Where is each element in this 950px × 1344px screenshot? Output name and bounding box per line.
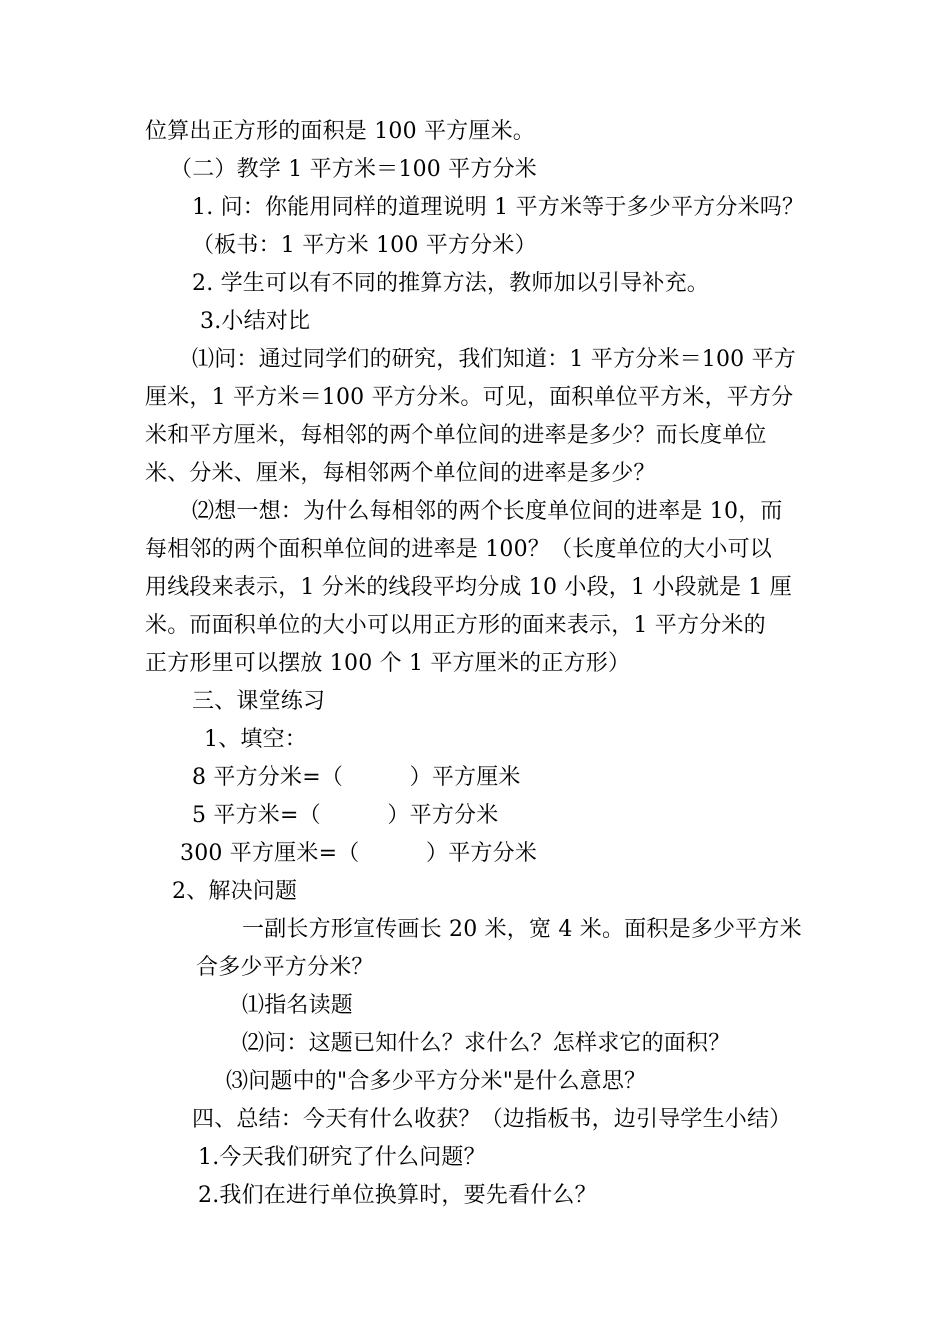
text-line: 正方形里可以摆放 100 个 1 平方厘米的正方形） xyxy=(145,651,631,676)
text-line: 厘米，1 平方米＝100 平方分米。可见，面积单位平方米，平方分 xyxy=(145,385,794,410)
text-line: ⑶问题中的"合多少平方分米"是什么意思？ xyxy=(226,1069,647,1094)
text-line: 2. 学生可以有不同的推算方法，教师加以引导补充。 xyxy=(192,271,709,296)
text-line: ⑵想一想：为什么每相邻的两个长度单位间的进率是 10，而 xyxy=(192,499,783,524)
text-line: 用线段来表示，1 分米的线段平均分成 10 小段，1 小段就是 1 厘 xyxy=(145,575,792,600)
text-line: 米。而面积单位的大小可以用正方形的面来表示，1 平方分米的 xyxy=(145,613,766,638)
text-line: 位算出正方形的面积是 100 平方厘米。 xyxy=(145,119,535,144)
text-line: 2、解决问题 xyxy=(172,879,298,904)
text-line: 合多少平方分米？ xyxy=(196,955,374,980)
text-line: 1.今天我们研究了什么问题？ xyxy=(198,1145,486,1170)
text-line: 每相邻的两个面积单位间的进率是 100？（长度单位的大小可以 xyxy=(145,537,772,562)
exercise-item: 300 平方厘米=（ ）平方分米 xyxy=(180,841,538,866)
section-heading: （二）教学 1 平方米＝100 平方分米 xyxy=(170,157,537,182)
text-line: （板书：1 平方米 100 平方分米） xyxy=(192,233,537,258)
text-line: 1、填空： xyxy=(204,727,307,752)
text-line: ⑴问：通过同学们的研究，我们知道：1 平方分米＝100 平方 xyxy=(192,347,796,372)
text-line: 3.小结对比 xyxy=(200,309,311,334)
text-line: 米、分米、厘米，每相邻两个单位间的进率是多少？ xyxy=(145,461,656,486)
text-line: 1. 问：你能用同样的道理说明 1 平方米等于多少平方分米吗？ xyxy=(192,195,805,220)
text-line: ⑵问：这题已知什么？求什么？怎样求它的面积？ xyxy=(242,1031,731,1056)
text-line: 2.我们在进行单位换算时，要先看什么？ xyxy=(198,1183,597,1208)
section-heading: 三、课堂练习 xyxy=(192,689,326,714)
exercise-item: 8 平方分米=（ ）平方厘米 xyxy=(192,765,521,790)
text-line: ⑴指名读题 xyxy=(242,993,354,1018)
text-line: 米和平方厘米，每相邻的两个单位间的进率是多少？而长度单位 xyxy=(145,423,767,448)
text-line: 一副长方形宣传画长 20 米，宽 4 米。面积是多少平方米 xyxy=(242,917,802,942)
section-heading: 四、总结：今天有什么收获？（边指板书，边引导学生小结） xyxy=(192,1107,792,1132)
exercise-item: 5 平方米=（ ）平方分米 xyxy=(192,803,499,828)
